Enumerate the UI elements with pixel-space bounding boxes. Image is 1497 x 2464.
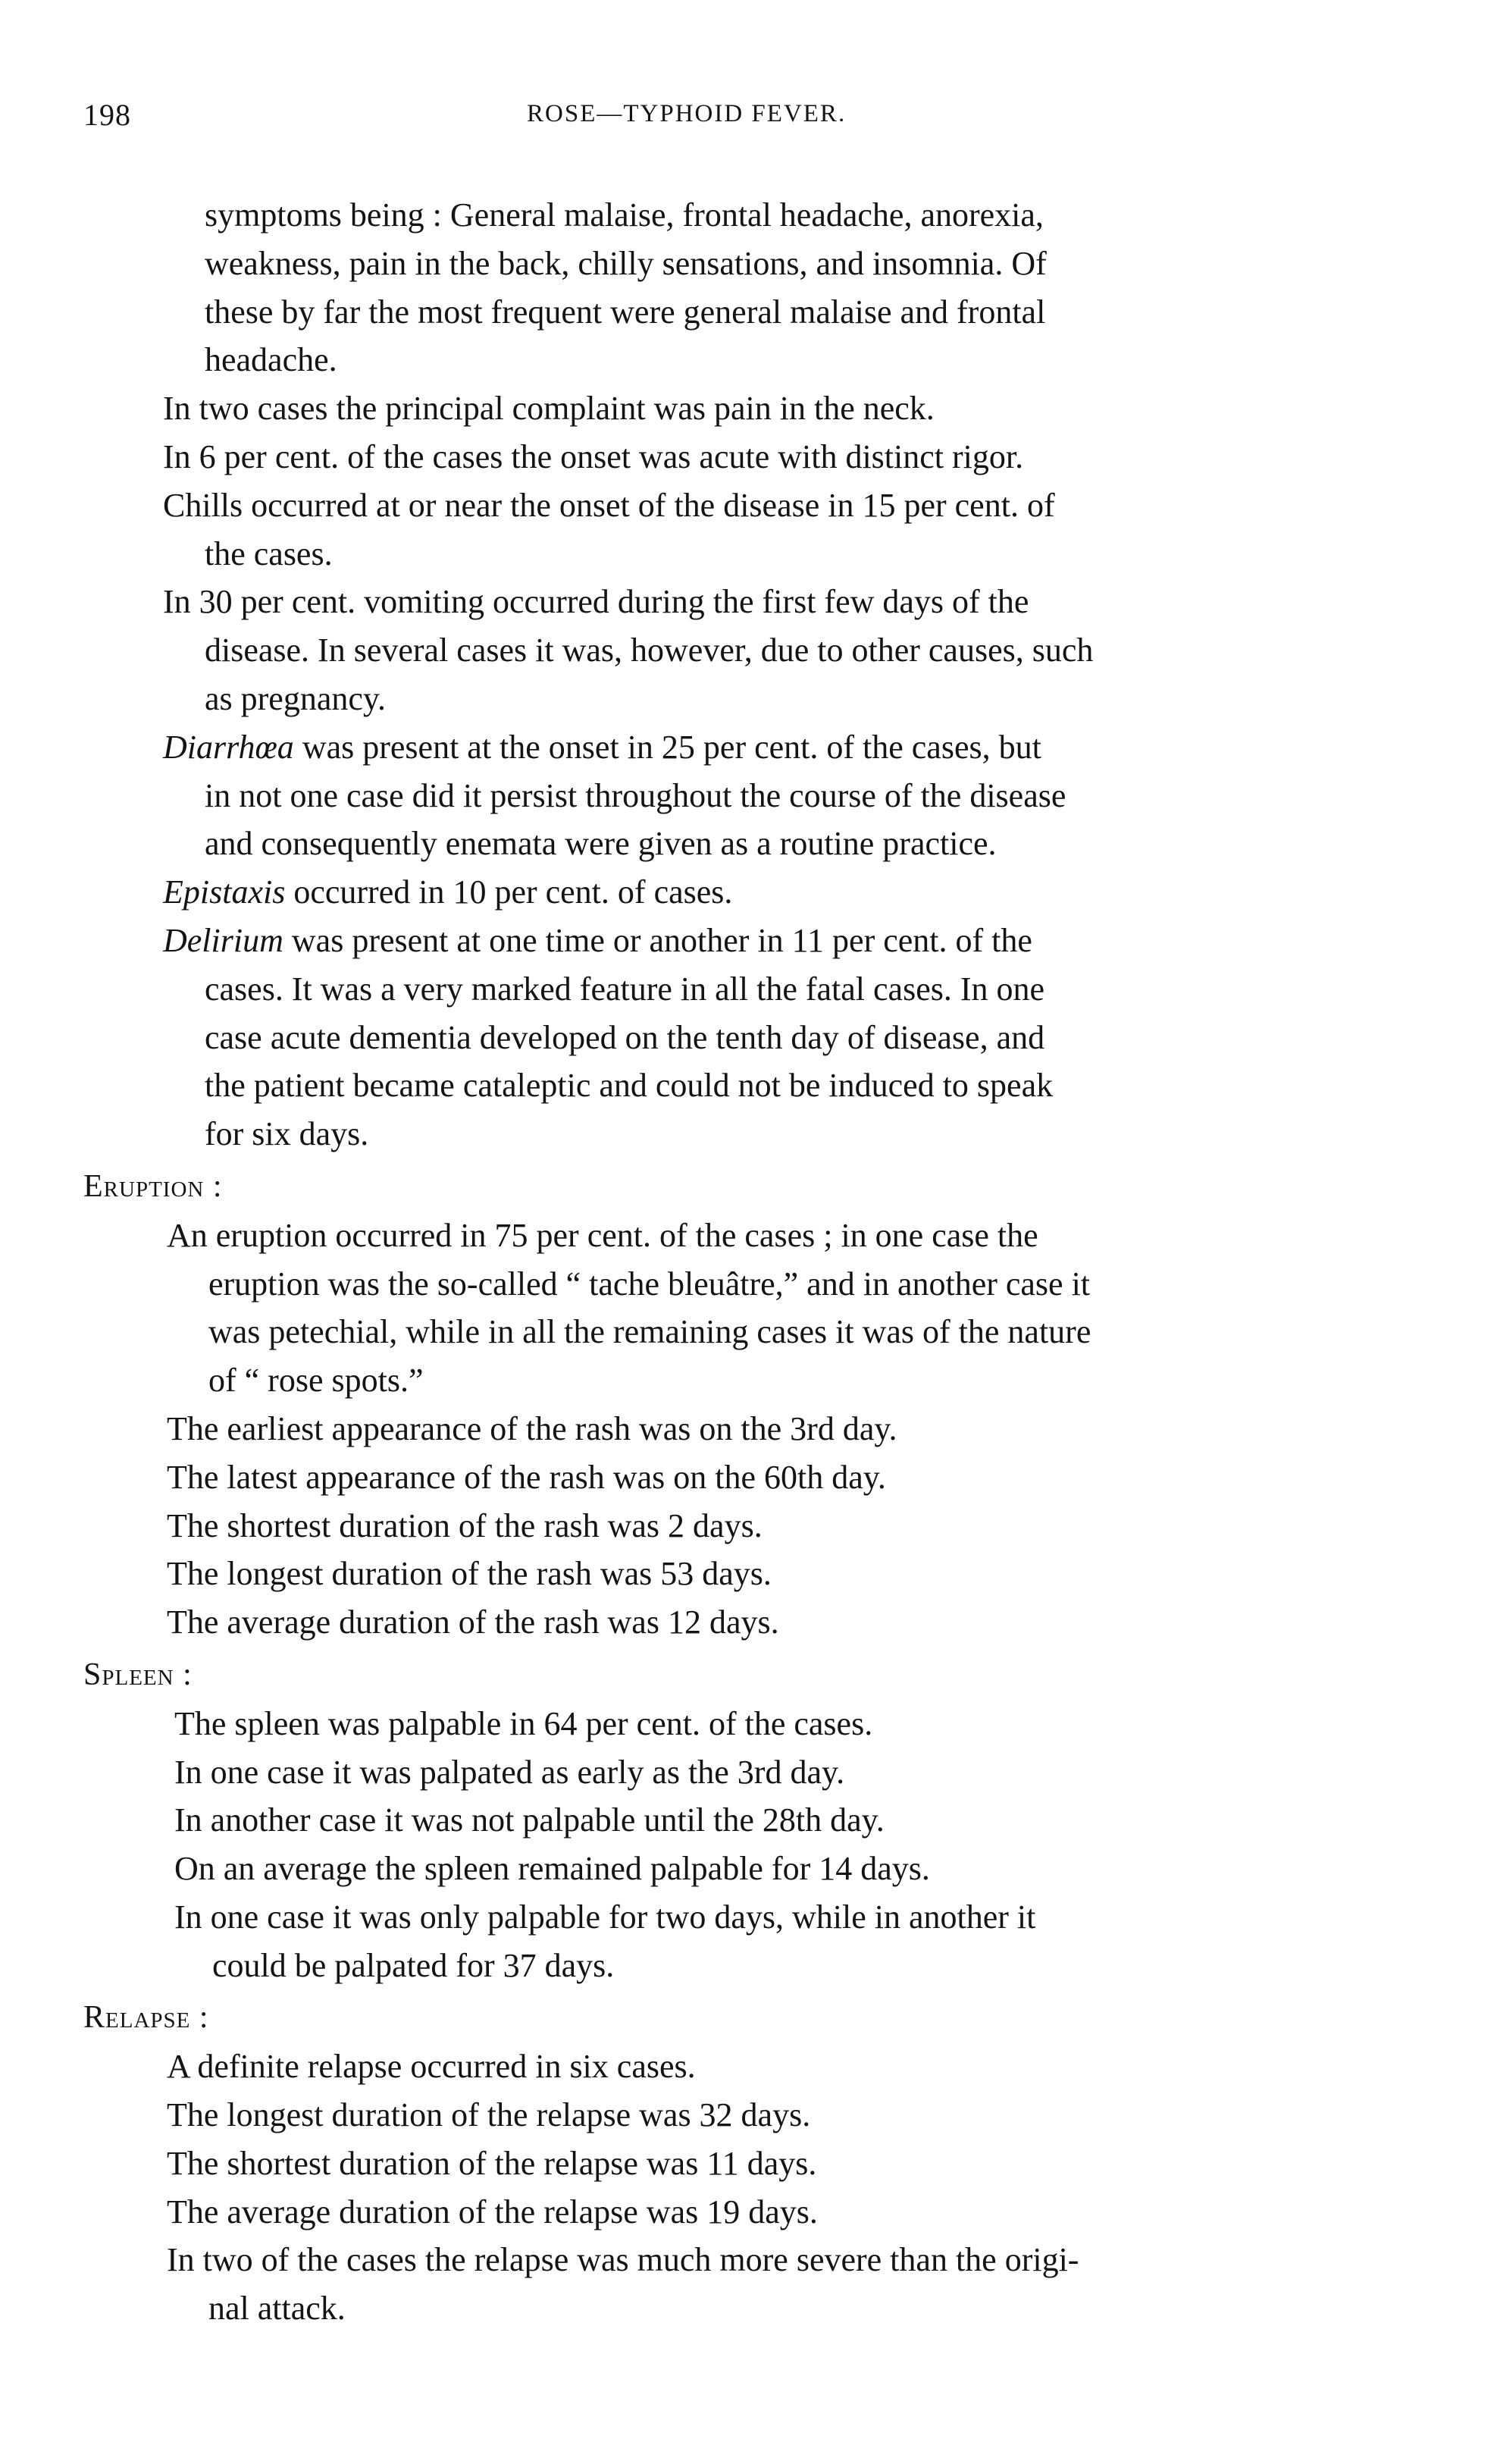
list-item: In one case it was only palpable for two days, while in another it [174,1898,1036,1936]
body-text [83,191,1387,2333]
list-item: The earliest appearance of the rash was on the 3rd day. [167,1409,897,1447]
epistaxis-text: occurred in 10 per cent. of cases. [285,873,733,911]
list-item: In another case it was not palpable until the 28th day. [174,1801,885,1839]
text-line: the cases. [205,534,333,572]
text-line [83,723,1387,772]
diarrhoea-term: Diarrhœa [163,728,294,766]
list-item: A definite relapse occurred in six cases. [167,2048,696,2086]
diarrhoea-text: was present at the onset in 25 per cent. of the cases, but [293,728,1041,766]
list-item: nal attack. [208,2290,346,2328]
list-item: In two of the cases the relapse was much more severe than the origi- [167,2241,1079,2279]
list-item: On an average the spleen remained palpable for 14 days. [174,1850,930,1888]
epistaxis-term: Epistaxis [163,873,286,911]
text-line: headache. [205,341,337,379]
text-line: in not one case did it persist throughout the course of the disease [205,776,1066,814]
text-line: Chills occurred at or near the onset of the disease in 15 per cent. of [163,486,1055,524]
vomiting-paragraph [83,578,1387,723]
list-item: The average duration of the relapse was 19 days. [167,2193,818,2230]
page-number: 198 [83,98,131,132]
text-line: cases. It was a very marked feature in all the fatal cases. In one [205,970,1045,1008]
running-title: ROSE—TYPHOID FEVER. [527,100,847,127]
symptoms-paragraph [83,191,1387,384]
epistaxis-line [83,868,1387,917]
neck-pain-line: In two cases the principal complaint was pain in the neck. [163,390,935,428]
text-line: weakness, pain in the back, chilly sensations, and insomnia. Of [205,244,1047,282]
text-line: An eruption occurred in 75 per cent. of the cases ; in one case the [167,1216,1038,1254]
list-item: The longest duration of the relapse was 32 days. [167,2096,811,2134]
text-line: eruption was the so-called “ tache bleuâtre,” and in another case it [208,1265,1091,1303]
delirium-text: was present at one time or another in 11 per cent. of the [283,921,1032,959]
list-item: The shortest duration of the rash was 2 days. [167,1506,763,1544]
spleen-heading: Spleen : [83,1657,193,1692]
text-line: of “ rose spots.” [208,1362,424,1400]
list-item: The average duration of the rash was 12 days. [167,1603,779,1641]
text-line: In 30 per cent. vomiting occurred during the first few days of the [163,583,1029,621]
spleen-facts [83,1700,1387,1990]
eruption-heading: Eruption : [83,1168,223,1204]
text-line: was petechial, while in all the remaining cases it was of the nature [208,1313,1091,1351]
eruption-facts [83,1405,1387,1647]
text-line: symptoms being : General malaise, frontal headache, anorexia, [205,196,1044,234]
text-line: disease. In several cases it was, however, due to other causes, such [205,632,1094,669]
relapse-facts [83,2042,1387,2333]
list-item: The shortest duration of the relapse was 11 days. [167,2144,817,2182]
page-header [83,97,1372,143]
diarrhoea-paragraph [83,723,1387,868]
text-line: for six days. [205,1115,369,1153]
list-item: The spleen was palpable in 64 per cent. of the cases. [174,1704,873,1742]
list-item: In one case it was palpated as early as the 3rd day. [174,1753,845,1791]
relapse-heading: Relapse : [83,2000,209,2036]
text-line: case acute dementia developed on the tenth day of disease, and [205,1018,1045,1056]
eruption-paragraph [83,1212,1387,1405]
text-line: these by far the most frequent were general malaise and frontal [205,293,1046,331]
list-item: could be palpated for 37 days. [212,1946,615,1984]
chills-paragraph [83,481,1387,578]
text-line: and consequently enemata were given as a routine practice. [205,825,997,863]
text-line [83,917,1387,965]
delirium-paragraph [83,917,1387,1158]
list-item: The longest duration of the rash was 53 days. [167,1555,772,1593]
text-line: as pregnancy. [205,679,387,717]
text-line: the patient became cataleptic and could not be induced to speak [205,1067,1054,1105]
list-item: The latest appearance of the rash was on the 60th day. [167,1458,886,1496]
delirium-term: Delirium [163,921,283,959]
rigor-line: In 6 per cent. of the cases the onset was acute with distinct rigor. [163,437,1024,475]
